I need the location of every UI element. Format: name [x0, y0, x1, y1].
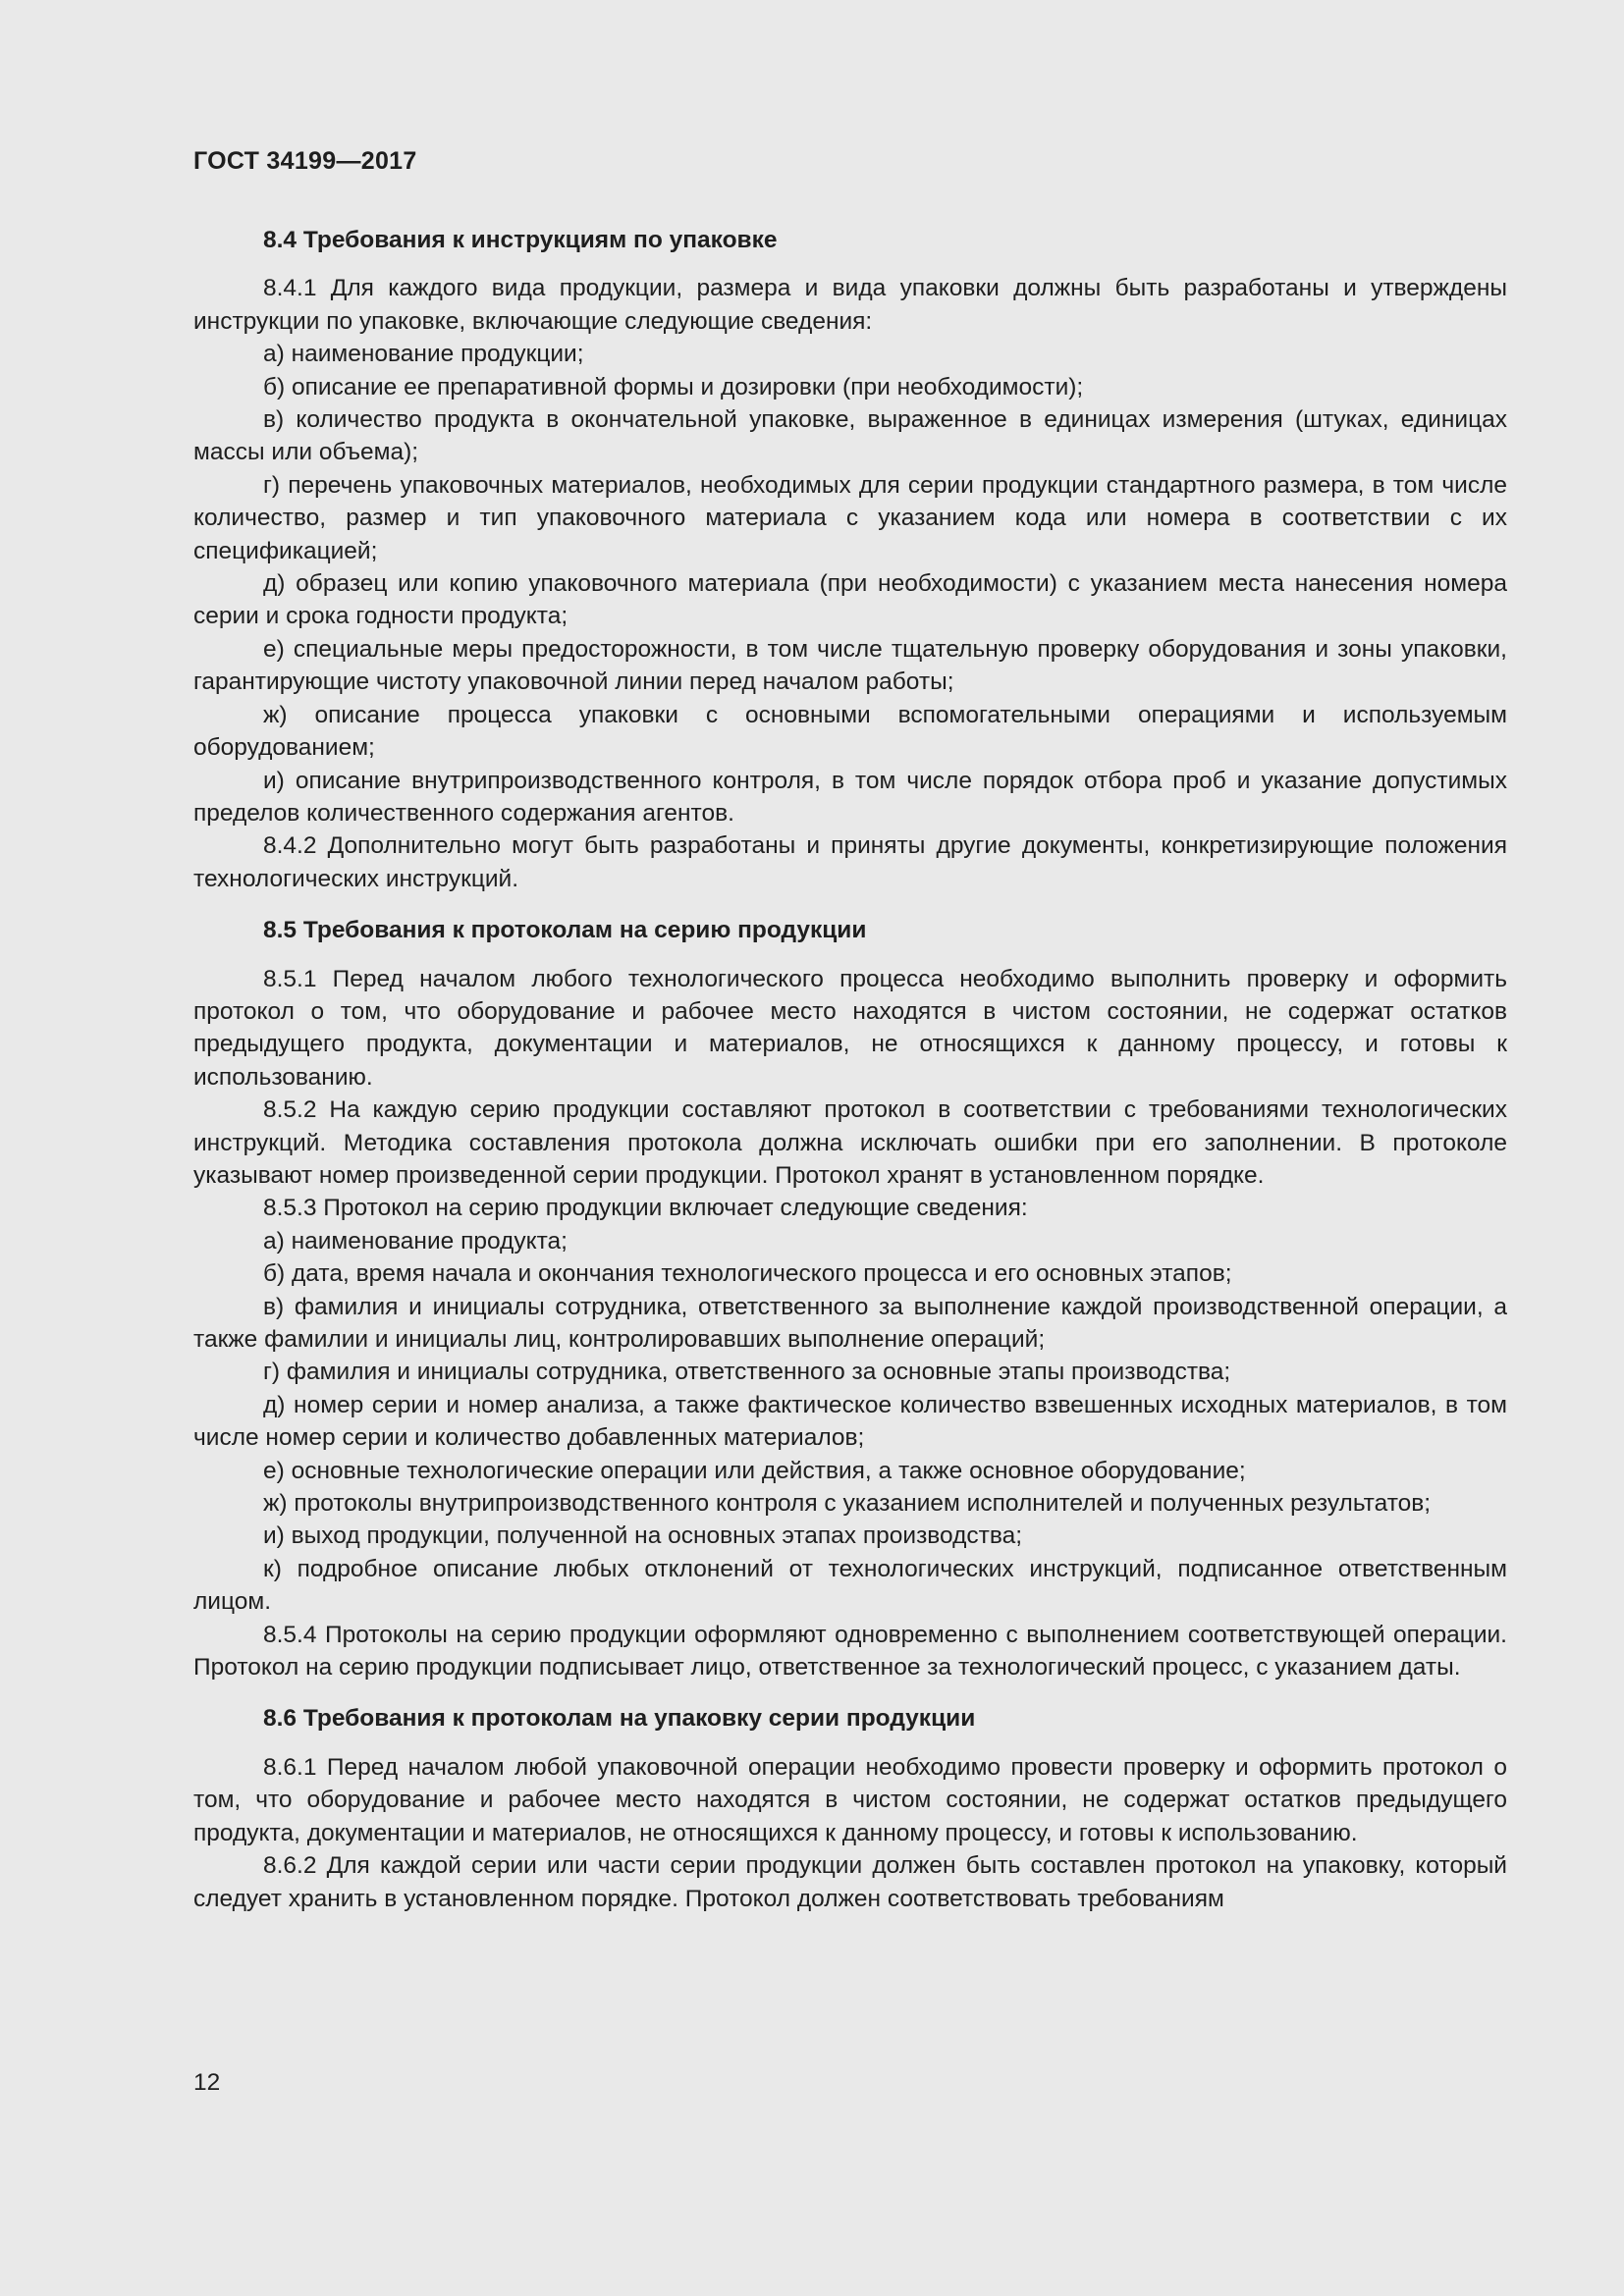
list-item: б) дата, время начала и окончания технологического процесса и его основных этапов; — [263, 1260, 1232, 1288]
paragraph: 8.5.1 Перед началом любого технологического процесса необходимо выполнить проверку и оформить протокол о том, что оборудование и рабочее место находятся в чистом состоянии, не содержат остатков предыдущего продукта, документации и материалов, не относящихся к данному процессу, и готовы к использованию. — [193, 965, 1507, 1091]
list-item: ж) описание процесса упаковки с основными вспомогательными операциями и используемым оборудованием; — [193, 701, 1507, 762]
document-body — [193, 224, 1507, 1915]
list-item: е) основные технологические операции или действия, а также основное оборудование; — [263, 1457, 1246, 1484]
section-heading: 8.5 Требования к протоколам на серию продукции — [263, 917, 867, 944]
section-heading: 8.4 Требования к инструкциям по упаковке — [263, 227, 778, 253]
page-number: 12 — [193, 2069, 221, 2096]
list-item: в) фамилия и инициалы сотрудника, ответственного за выполнение каждой производственной операции, а также фамилии и инициалы лиц, контролировавших выполнение операций; — [193, 1293, 1507, 1353]
list-item: ж) протоколы внутрипроизводственного контроля с указанием исполнителей и полученных результатов; — [263, 1490, 1432, 1518]
paragraph: 8.6.2 Для каждой серии или части серии продукции должен быть составлен протокол на упаковку, который следует хранить в установленном порядке. Протокол должен соответствовать требованиям — [193, 1852, 1507, 1912]
paragraph: 8.4.2 Дополнительно могут быть разработаны и приняты другие документы, конкретизирующие положения технологических инструкций. — [193, 832, 1507, 892]
list-item: а) наименование продукции; — [263, 341, 584, 368]
list-item: е) специальные меры предосторожности, в том числе тщательную проверку оборудования и зоны упаковки, гарантирующие чистоту упаковочной линии перед началом работы; — [193, 635, 1507, 696]
list-item: и) описание внутрипроизводственного контроля, в том числе порядок отбора проб и указание допустимых пределов количественного содержания агентов. — [193, 767, 1507, 827]
paragraph: 8.5.3 Протокол на серию продукции включает следующие сведения: — [263, 1195, 1028, 1222]
list-item: б) описание ее препаративной формы и дозировки (при необходимости); — [263, 373, 1084, 400]
list-item: к) подробное описание любых отклонений от технологических инструкций, подписанное ответственным лицом. — [193, 1555, 1507, 1616]
list-item: а) наименование продукта; — [263, 1227, 568, 1255]
list-item: г) перечень упаковочных материалов, необходимых для серии продукции стандартного размера, в том числе количество, размер и тип упаковочного материала с указанием кода или номера в соответствии с их спецификацией; — [193, 471, 1507, 564]
list-item: в) количество продукта в окончательной упаковке, выраженное в единицах измерения (штуках, единицах массы или объема); — [193, 406, 1507, 466]
paragraph: 8.5.4 Протоколы на серию продукции оформляют одновременно с выполнением соответствующей операции. Протокол на серию продукции подписывает лицо, ответственное за технологический процесс, с указанием даты. — [193, 1621, 1507, 1682]
list-item: д) номер серии и номер анализа, а также фактическое количество взвешенных исходных материалов, в том числе номер серии и количество добавленных материалов; — [193, 1391, 1507, 1452]
standard-code: ГОСТ 34199—2017 — [193, 147, 417, 175]
list-item: и) выход продукции, полученной на основных этапах производства; — [263, 1522, 1023, 1550]
paragraph: 8.6.1 Перед началом любой упаковочной операции необходимо провести проверку и оформить протокол о том, что оборудование и рабочее место находятся в чистом состоянии, не содержат остатков предыдущего продукта, документации и материалов, не относящихся к данному процессу, и готовы к использованию. — [193, 1753, 1507, 1846]
paragraph: 8.4.1 Для каждого вида продукции, размера и вида упаковки должны быть разработаны и утверждены инструкции по упаковке, включающие следующие сведения: — [193, 275, 1507, 335]
section-heading: 8.6 Требования к протоколам на упаковку серии продукции — [263, 1705, 976, 1733]
list-item: г) фамилия и инициалы сотрудника, ответственного за основные этапы производства; — [263, 1359, 1231, 1386]
list-item: д) образец или копию упаковочного материала (при необходимости) с указанием места нанесения номера серии и срока годности продукта; — [193, 570, 1507, 630]
paragraph: 8.5.2 На каждую серию продукции составляют протокол в соответствии с требованиями технологических инструкций. Методика составления протокола должна исключать ошибки при его заполнении. В протоколе указывают номер произведенной серии продукции. Протокол хранят в установленном порядке. — [193, 1096, 1507, 1189]
